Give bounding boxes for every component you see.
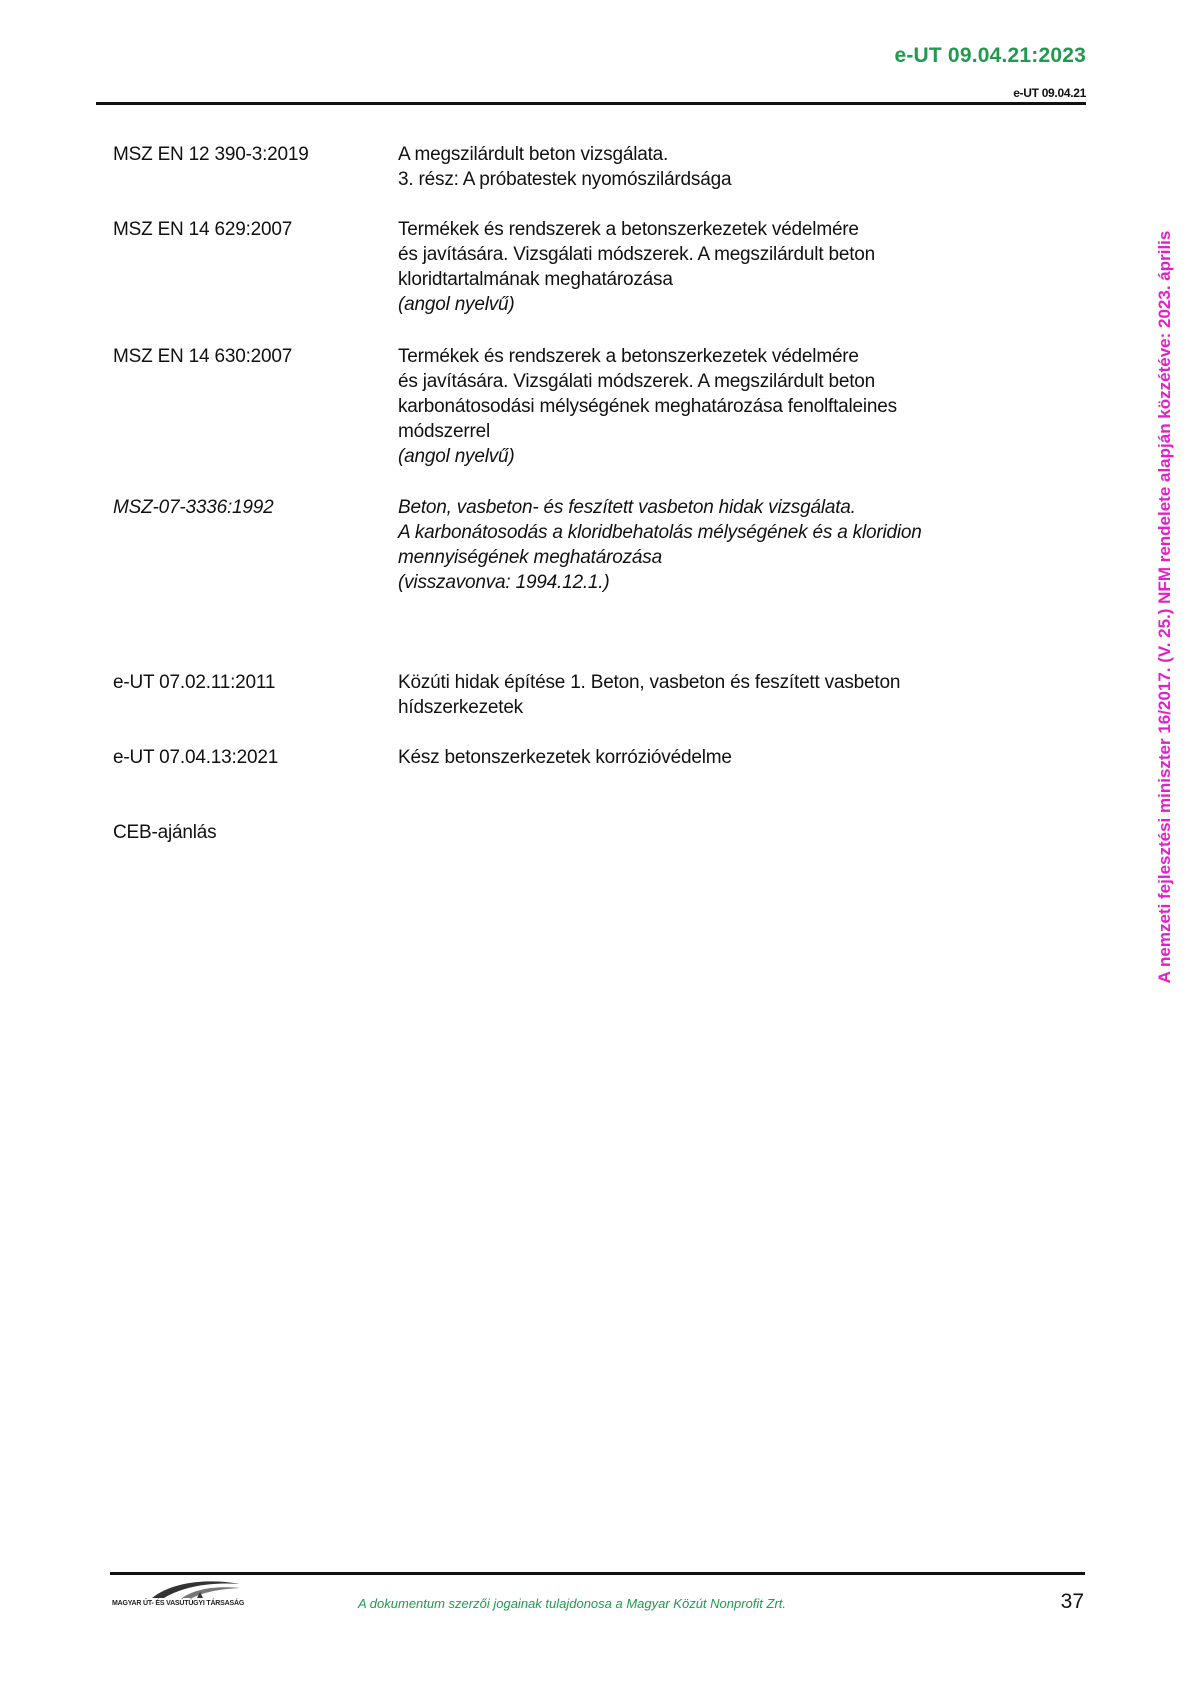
reference-code: MSZ EN 14 630:2007 bbox=[113, 346, 293, 367]
page-number: 37 bbox=[1060, 1590, 1084, 1613]
footer-divider bbox=[110, 1572, 1085, 1575]
reference-description bbox=[398, 670, 1038, 720]
reference-code: MSZ-07-3336:1992 bbox=[113, 497, 274, 518]
reference-line: Beton, vasbeton- és feszített vasbeton hidak vizsgálata. bbox=[398, 497, 856, 518]
reference-line: és javítására. Vizsgálati módszerek. A megszilárdult beton bbox=[398, 371, 876, 392]
reference-description bbox=[398, 745, 1038, 770]
reference-code: MSZ EN 12 390-3:2019 bbox=[113, 144, 309, 165]
reference-line: A megszilárdult beton vizsgálata. bbox=[398, 144, 669, 165]
reference-code: MSZ EN 14 629:2007 bbox=[113, 219, 293, 240]
publication-side-note: A nemzeti fejlesztési miniszter 16/2017. (V. 25.) NFM rendelete alapján közzétéve: 2023. április bbox=[1155, 230, 1174, 984]
reference-line: A karbonátosodás a kloridbehatolás mélységének és a kloridion bbox=[398, 522, 922, 543]
reference-description bbox=[398, 344, 1038, 469]
reference-description bbox=[398, 142, 1038, 192]
reference-line: mennyiségének meghatározása bbox=[398, 547, 662, 568]
reference-description bbox=[398, 495, 1038, 595]
reference-line: és javítására. Vizsgálati módszerek. A megszilárdult beton bbox=[398, 244, 876, 265]
footer-copyright: A dokumentum szerzői jogainak tulajdonosa a Magyar Közút Nonprofit Zrt. bbox=[358, 1596, 787, 1611]
reference-description bbox=[398, 217, 1038, 317]
reference-line: Termékek és rendszerek a betonszerkezetek védelmére bbox=[398, 219, 859, 240]
reference-code: e-UT 07.04.13:2021 bbox=[113, 747, 279, 768]
reference-line: Termékek és rendszerek a betonszerkezetek védelmére bbox=[398, 346, 859, 367]
document-code: e-UT 09.04.21:2023 bbox=[894, 44, 1086, 67]
reference-line: kloridtartalmának meghatározása bbox=[398, 269, 673, 290]
reference-language-note: (angol nyelvű) bbox=[398, 294, 515, 315]
reference-code: e-UT 07.02.11:2011 bbox=[113, 672, 276, 693]
document-subcode: e-UT 09.04.21 bbox=[1013, 86, 1086, 100]
reference-language-note: (angol nyelvű) bbox=[398, 446, 515, 467]
road-logo-icon bbox=[112, 1578, 262, 1602]
reference-line: (visszavonva: 1994.12.1.) bbox=[398, 572, 610, 593]
reference-line: Közúti hidak építése 1. Beton, vasbeton és feszített vasbeton bbox=[398, 672, 901, 693]
reference-line: 3. rész: A próbatestek nyomószilárdsága bbox=[398, 169, 732, 190]
reference-code: CEB-ajánlás bbox=[113, 822, 217, 843]
reference-line: karbonátosodási mélységének meghatározása fenolftaleines bbox=[398, 396, 897, 417]
reference-line: hídszerkezetek bbox=[398, 697, 523, 718]
reference-line: módszerrel bbox=[398, 421, 490, 442]
header-divider bbox=[96, 102, 1086, 105]
footer-logo-text: MAGYAR ÚT- ÉS VASÚTÜGYI TÁRSASÁG bbox=[112, 1600, 245, 1607]
footer-logo bbox=[112, 1578, 262, 1612]
reference-line: Kész betonszerkezetek korrózióvédelme bbox=[398, 747, 732, 768]
